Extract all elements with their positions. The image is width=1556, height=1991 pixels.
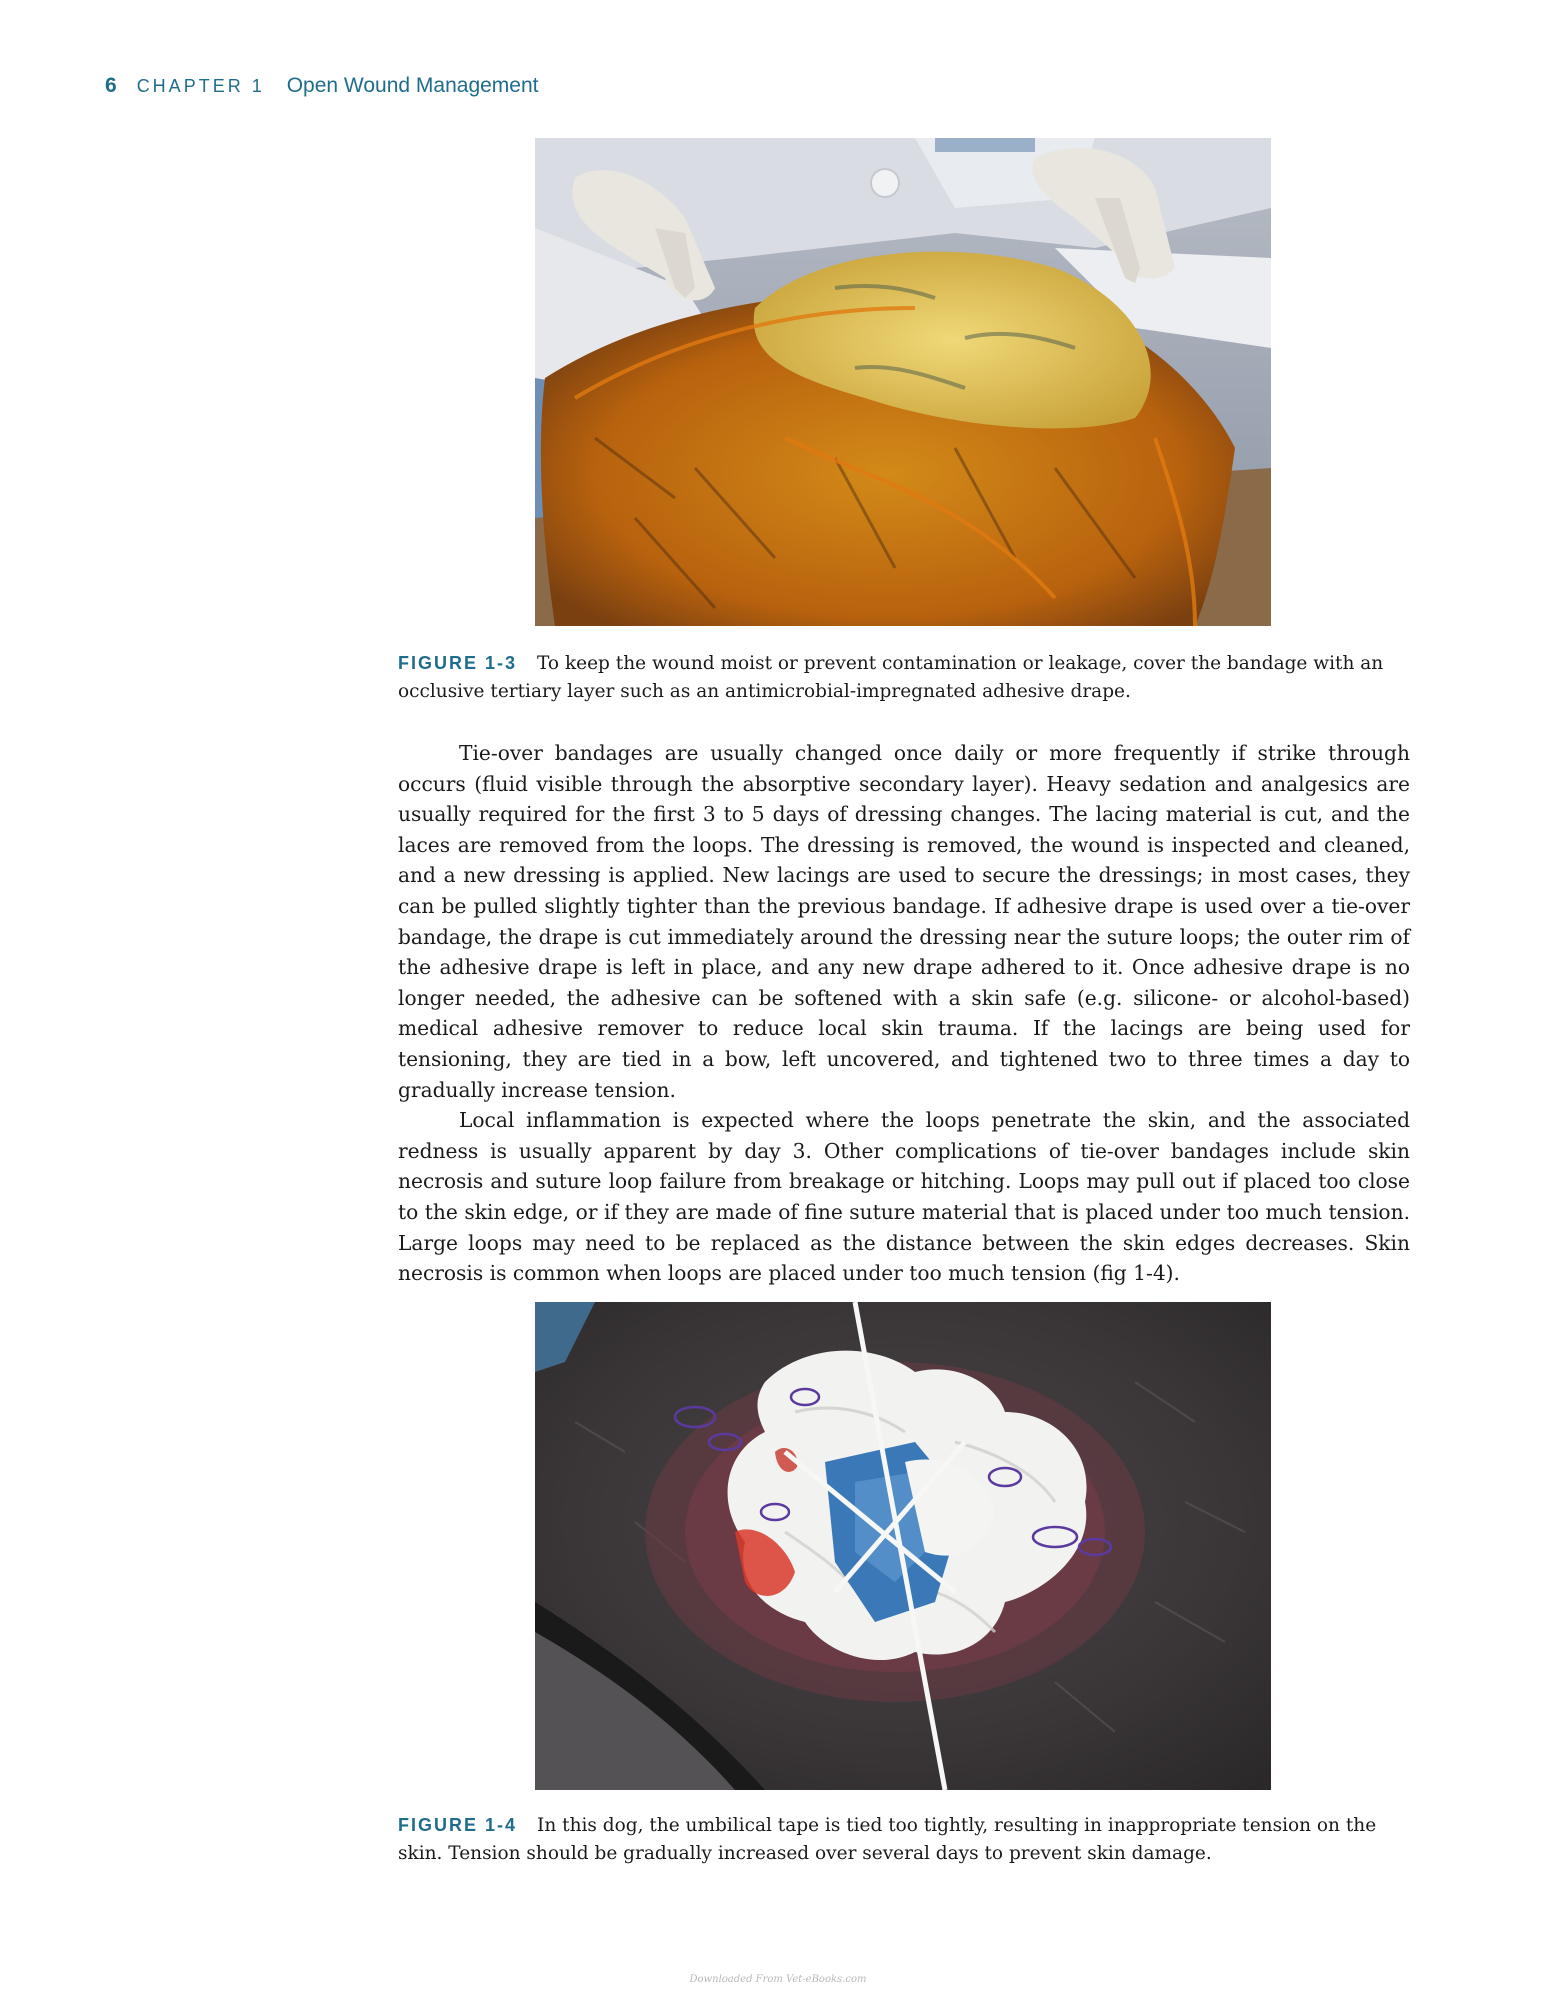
figure-1-3-caption-text: To keep the wound moist or prevent contamination or leakage, cover the bandage with an occlusive tertiary layer such as an antimicrobial-impregnated adhesive drape. xyxy=(398,653,1384,702)
chapter-title: Open Wound Management xyxy=(286,74,539,97)
figure-1-3-label: FIGURE 1-3 xyxy=(398,653,518,673)
body-paragraph-2: Local inflammation is expected where the loops penetrate the skin, and the associated redness is usually apparent by day 3. Other complications of tie-over bandages include skin necrosis and suture loop failure from breakage or hitching. Loops may pull out if placed too close to the skin edge, or if they are made of fine suture material that is placed under too much tension. Large loops may need to be replaced as the distance between the skin edges decreases. Skin necrosis is common when loops are placed under too much tension (fig 1-4). xyxy=(398,1108,1410,1286)
page-number: 6 xyxy=(105,74,117,97)
body-text xyxy=(398,738,1410,1289)
figure-1-4-caption-text: In this dog, the umbilical tape is tied too tightly, resulting in inappropriate tension on the skin. Tension should be gradually increased over several days to prevent skin damage. xyxy=(398,1815,1377,1864)
footer-watermark: Downloaded From Vet-eBooks.com xyxy=(689,1974,867,1985)
figure-1-3-photo xyxy=(535,138,1271,626)
figure-1-4-photo xyxy=(535,1302,1271,1790)
chapter-label: CHAPTER 1 xyxy=(136,76,265,96)
figure-1-3-caption xyxy=(398,649,1413,706)
body-paragraph-1: Tie-over bandages are usually changed once daily or more frequently if strike through occurs (fluid visible through the absorptive secondary layer). Heavy sedation and analgesics are usually required for the first 3 to 5 days of dressing changes. The lacing material is cut, and the laces are removed from the loops. The dressing is removed, the wound is inspected and cleaned, and a new dressing is applied. New lacings are used to secure the dressings; in most cases, they can be pulled slightly tighter than the previous bandage. If adhesive drape is used over a tie-over bandage, the drape is cut immediately around the dressing near the suture loops; the outer rim of the adhesive drape is left in place, and any new drape adhered to it. Once adhesive drape is no longer needed, the adhesive can be softened with a skin safe (e.g. silicone- or alcohol-based) medical adhesive remover to reduce local skin trauma. If the lacings are being used for tensioning, they are tied in a bow, left uncovered, and tightened two to three times a day to gradually increase tension. xyxy=(398,741,1410,1102)
figure-1-4-caption xyxy=(398,1811,1413,1868)
figure-1-4-label: FIGURE 1-4 xyxy=(398,1815,518,1835)
running-head xyxy=(105,74,539,98)
